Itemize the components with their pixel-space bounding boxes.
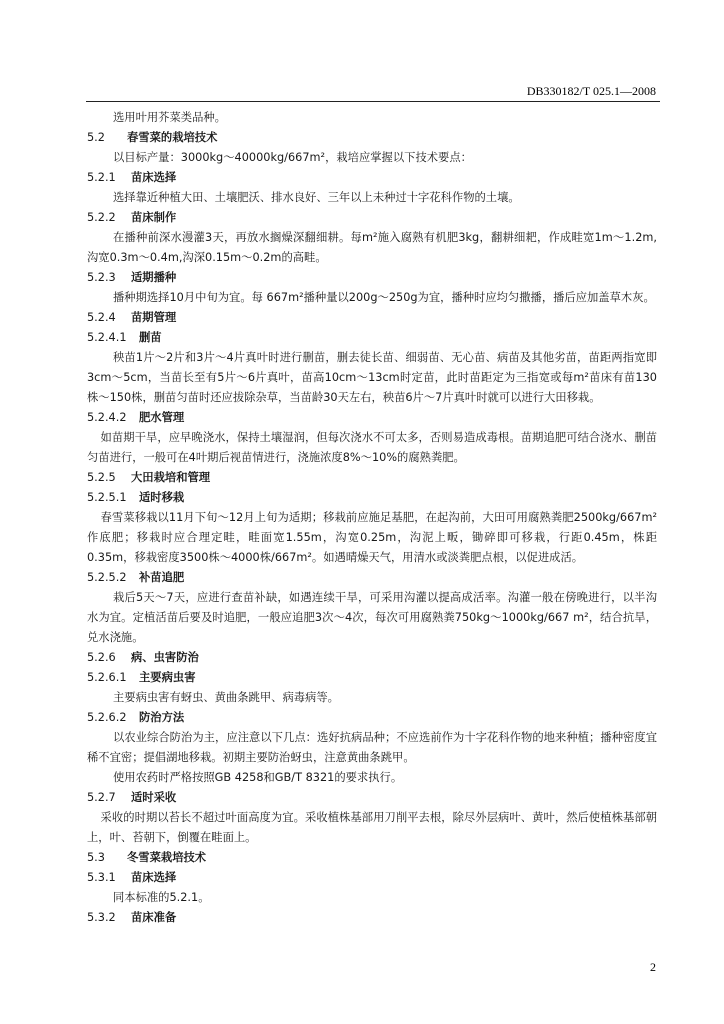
header-divider [86,101,660,102]
section-heading [87,568,657,588]
section-title: 苗床选择 [131,171,177,184]
section-number: 5.2 [87,131,105,144]
paragraph: 主要病虫害有蚜虫、黄曲条跳甲、病毒病等。 [112,691,339,704]
section-number: 5.3.2 [87,911,116,924]
section-heading [87,908,657,928]
section-heading [87,208,657,228]
section-number: 5.2.4 [87,311,116,324]
section-heading [87,128,657,148]
paragraph: 使用农药时严格按照GB 4258和GB/T 8321的要求执行。 [112,771,403,784]
section-title: 冬雪菜栽培技术 [127,851,207,864]
section-number: 5.2.3 [87,271,116,284]
document-body [87,108,657,928]
section-number: 5.2.7 [87,791,116,804]
section-heading [87,668,657,688]
section-title: 苗床选择 [131,871,177,884]
section-heading [87,408,657,428]
document-code: DB330182/T 025.1—2008 [526,84,656,98]
section-title: 大田栽培和管理 [131,471,211,484]
section-heading [87,328,657,348]
section-number: 5.2.6 [87,651,116,664]
section-number: 5.2.4.1 [87,331,127,344]
section-number: 5.3 [87,851,105,864]
paragraph: 播种期选择10月中旬为宜。每 667m²播种量以200g～250g为宜，播种时应均匀撒播，播后应加盖草木灰。 [112,291,655,304]
paragraph: 在播种前深水漫灌3天，再放水搁燥深翻细耕。每m²施入腐熟有机肥3kg，翻耕细耙，作成畦宽1m～1.2m,沟宽0.3m～0.4m,沟深0.15m～0.2m的高畦。 [87,231,657,264]
section-number: 5.3.1 [87,871,116,884]
section-number: 5.2.1 [87,171,116,184]
section-title: 删苗 [139,331,162,344]
section-heading [87,708,657,728]
section-number: 5.2.2 [87,211,116,224]
section-heading [87,488,657,508]
section-number: 5.2.6.1 [87,671,127,684]
section-title: 适期播种 [131,271,177,284]
paragraph: 以农业综合防治为主，应注意以下几点：选好抗病品种；不应选前作为十字花科作物的地来种植；播种密度宜稀不宜密；提倡湖地移栽。初期主要防治蚜虫，注意黄曲条跳甲。 [87,731,657,764]
section-number: 5.2.5.2 [87,571,127,584]
section-title: 适时采收 [131,791,177,804]
paragraph: 选用叶用芥菜类品种。 [112,111,226,124]
section-title: 主要病虫害 [139,671,196,684]
page-number: 2 [650,960,656,974]
paragraph: 春雪菜移栽以11月下旬～12月上旬为适期；移栽前应施足基肥，在起沟前，大田可用腐熟粪肥2500kg/667m²作底肥；移栽时应合理定畦，畦面宽1.55m，沟宽0.25m，沟泥上畈，锄碎即可移栽，行距0.45m，株距0.35m，移栽密度3500株～4000株/667m²。如遇晴燥天气，用清水或淡粪肥点根，以促进成活。 [87,511,657,564]
section-heading [87,868,657,888]
section-number: 5.2.4.2 [87,411,127,424]
section-number: 5.2.5.1 [87,491,127,504]
section-number: 5.2.6.2 [87,711,127,724]
section-heading [87,848,657,868]
paragraph: 以目标产量：3000kg～40000kg/667m²，栽培应掌握以下技术要点： [112,151,472,164]
section-title: 苗期管理 [131,311,177,324]
section-title: 苗床制作 [131,211,177,224]
paragraph: 同本标准的5.2.1。 [112,891,210,904]
paragraph: 秧苗1片～2片和3片～4片真叶时进行删苗，删去徒长苗、细弱苗、无心苗、病苗及其他劣苗，苗距两指宽即3cm～5cm，当苗长至有5片～6片真叶，苗高10cm～13cm时定苗，此时苗距定为三指宽或每m²苗床有苗130株～150株，删苗匀苗时还应拔除杂草，当苗龄30天左右，秧苗6片～7片真叶时就可以进行大田移栽。 [87,351,657,404]
section-heading [87,168,657,188]
paragraph: 如苗期干旱，应早晚浇水，保持土壤湿润，但每次浇水不可太多，否则易造成毒根。苗期追肥可结合浇水、删苗匀苗进行，一般可在4叶期后视苗情进行，浇施浓度8%～10%的腐熟粪肥。 [87,431,657,464]
section-title: 病、虫害防治 [131,651,199,664]
section-title: 适时移栽 [139,491,185,504]
section-heading [87,788,657,808]
section-number: 5.2.5 [87,471,116,484]
paragraph: 采收的时期以苔长不超过叶面高度为宜。采收植株基部用刀削平去根，除尽外层病叶、黄叶，然后使植株基部朝上，叶、苔朝下，倒覆在畦面上。 [87,811,657,844]
section-heading [87,648,657,668]
section-title: 春雪菜的栽培技术 [127,131,218,144]
section-title: 肥水管理 [139,411,185,424]
section-heading [87,468,657,488]
section-title: 防治方法 [139,711,185,724]
section-title: 补苗追肥 [139,571,185,584]
section-title: 苗床准备 [131,911,177,924]
section-heading [87,268,657,288]
paragraph: 栽后5天～7天，应进行查苗补缺，如遇连续干旱，可采用沟灌以提高成活率。沟灌一般在傍晚进行，以半沟水为宜。定植活苗后要及时追肥，一般应追肥3次～4次，每次可用腐熟粪750kg～1000kg/667 m²，结合抗旱，兑水浇施。 [87,591,657,644]
section-heading [87,308,657,328]
paragraph: 选择靠近种植大田、土壤肥沃、排水良好、三年以上未种过十字花科作物的土壤。 [112,191,520,204]
